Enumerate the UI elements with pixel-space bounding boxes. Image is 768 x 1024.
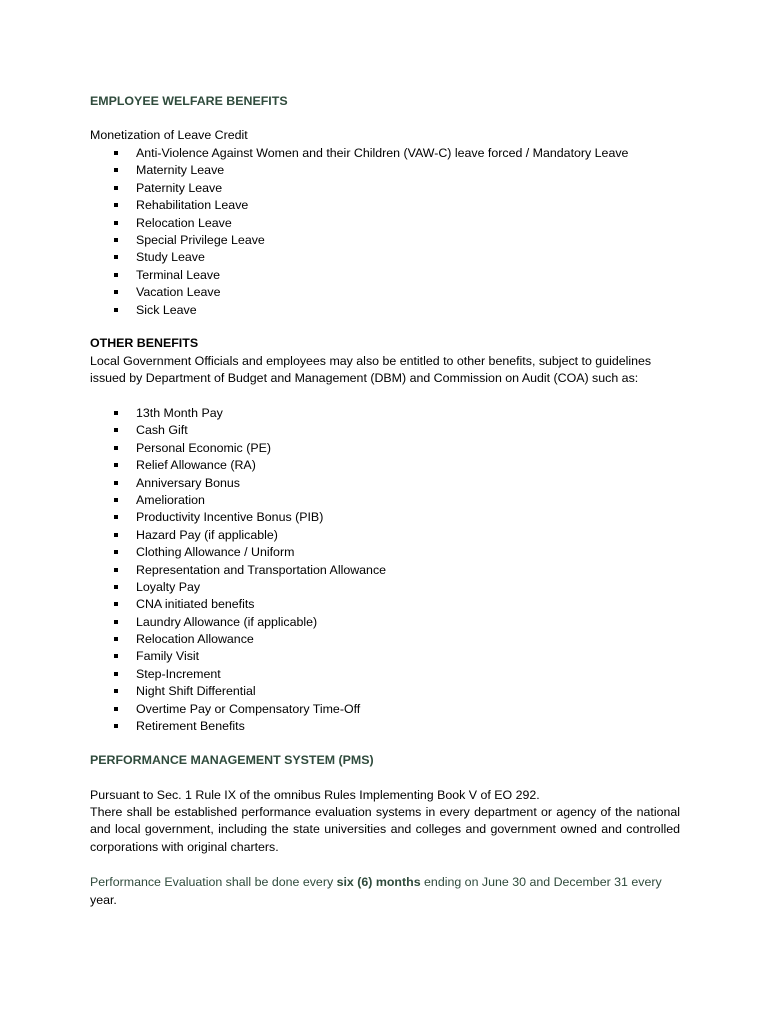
bullet-square-icon xyxy=(114,707,118,711)
list-item-text: Anniversary Bonus xyxy=(136,475,240,490)
bullet-square-icon xyxy=(114,481,118,485)
bullet-square-icon xyxy=(114,637,118,641)
list-item xyxy=(90,180,680,197)
list-item-text: Loyalty Pay xyxy=(136,579,201,594)
leave-intro: Monetization of Leave Credit xyxy=(90,128,248,142)
list-item xyxy=(90,422,680,439)
other-title: OTHER BENEFITS xyxy=(90,336,199,350)
bullet-square-icon xyxy=(114,689,118,693)
list-item-text: Personal Economic (PE) xyxy=(136,440,271,455)
bullet-square-icon xyxy=(114,203,118,207)
list-item-text: Sick Leave xyxy=(136,302,197,317)
bullet-square-icon xyxy=(114,515,118,519)
list-item-text: Overtime Pay or Compensatory Time-Off xyxy=(136,701,361,716)
list-item-text: Retirement Benefits xyxy=(136,719,245,734)
bullet-square-icon xyxy=(114,550,118,554)
list-item-text: Relief Allowance (RA) xyxy=(136,458,256,473)
list-item xyxy=(90,631,680,648)
list-item-text: Study Leave xyxy=(136,250,205,265)
list-item-text: Representation and Transportation Allowance xyxy=(136,562,387,577)
list-item-text: Vacation Leave xyxy=(136,285,221,300)
pms-line2: There shall be established performance evaluation systems in every department or agency of the national and local government, including the state universities and colleges and government owned and controlled corporations with original charters. xyxy=(90,805,680,854)
list-item xyxy=(90,249,680,266)
bullet-square-icon xyxy=(114,168,118,172)
list-item-text: Clothing Allowance / Uniform xyxy=(136,545,295,560)
bullet-square-icon xyxy=(114,186,118,190)
bullet-square-icon xyxy=(114,151,118,155)
pms-eval-last: year. xyxy=(90,893,117,907)
list-item xyxy=(90,614,680,631)
bullet-square-icon xyxy=(114,446,118,450)
welfare-title: EMPLOYEE WELFARE BENEFITS xyxy=(90,94,288,108)
list-item xyxy=(90,440,680,457)
bullet-square-icon xyxy=(114,255,118,259)
list-item xyxy=(90,302,680,319)
bullet-square-icon xyxy=(114,428,118,432)
bullet-square-icon xyxy=(114,238,118,242)
list-item-text: Relocation Allowance xyxy=(136,632,254,647)
other-intro: Local Government Officials and employees may also be entitled to other benefits, subject to guidelines issued by Department of Budget and Management (DBM) and Commission on Audit (COA) such as: xyxy=(90,354,652,386)
list-item xyxy=(90,162,680,179)
bullet-square-icon xyxy=(114,498,118,502)
bullet-square-icon xyxy=(114,221,118,225)
list-item xyxy=(90,215,680,232)
list-item-text: Productivity Incentive Bonus (PIB) xyxy=(136,510,324,525)
list-item-text: Cash Gift xyxy=(136,423,188,438)
list-item-text: Paternity Leave xyxy=(136,180,223,195)
list-item xyxy=(90,457,680,474)
other-list xyxy=(90,405,680,735)
bullet-square-icon xyxy=(114,602,118,606)
list-item xyxy=(90,284,680,301)
list-item xyxy=(90,197,680,214)
list-item xyxy=(90,544,680,561)
list-item-text: CNA initiated benefits xyxy=(136,597,255,612)
pms-title: PERFORMANCE MANAGEMENT SYSTEM (PMS) xyxy=(90,753,374,767)
list-item xyxy=(90,267,680,284)
list-item xyxy=(90,492,680,509)
bullet-square-icon xyxy=(114,273,118,277)
bullet-square-icon xyxy=(114,533,118,537)
list-item-text: Night Shift Differential xyxy=(136,684,256,699)
list-item xyxy=(90,579,680,596)
list-item xyxy=(90,648,680,665)
list-item xyxy=(90,562,680,579)
list-item xyxy=(90,232,680,249)
bullet-square-icon xyxy=(114,411,118,415)
list-item xyxy=(90,509,680,526)
list-item-text: Family Visit xyxy=(136,649,200,664)
bullet-square-icon xyxy=(114,585,118,589)
bullet-square-icon xyxy=(114,290,118,294)
list-item xyxy=(90,683,680,700)
list-item-text: Rehabilitation Leave xyxy=(136,198,249,213)
list-item-text: Maternity Leave xyxy=(136,163,225,178)
list-item-text: Relocation Leave xyxy=(136,215,232,230)
bullet-square-icon xyxy=(114,724,118,728)
list-item-text: Amelioration xyxy=(136,492,205,507)
list-item-text: 13th Month Pay xyxy=(136,406,223,420)
bullet-square-icon xyxy=(114,654,118,658)
list-item-text: Hazard Pay (if applicable) xyxy=(136,527,278,542)
pms-eval-bold: six (6) months xyxy=(336,875,421,889)
leave-list xyxy=(90,145,680,319)
pms-eval-prefix: Performance Evaluation shall be done every xyxy=(90,875,337,889)
list-item xyxy=(90,718,680,735)
list-item-text: Anti-Violence Against Women and their Children (VAW-C) leave forced / Mandatory Leave xyxy=(136,146,629,160)
list-item xyxy=(90,405,680,422)
pms-eval xyxy=(90,874,680,891)
bullet-square-icon xyxy=(114,308,118,312)
list-item-text: Laundry Allowance (if applicable) xyxy=(136,614,318,629)
bullet-square-icon xyxy=(114,672,118,676)
list-item-text: Special Privilege Leave xyxy=(136,232,265,247)
list-item xyxy=(90,145,680,162)
list-item xyxy=(90,666,680,683)
pms-line1: Pursuant to Sec. 1 Rule IX of the omnibus Rules Implementing Book V of EO 292. xyxy=(90,788,540,802)
list-item-text: Terminal Leave xyxy=(136,267,221,282)
bullet-square-icon xyxy=(114,620,118,624)
list-item xyxy=(90,596,680,613)
list-item-text: Step-Increment xyxy=(136,666,221,681)
pms-eval-suffix: ending on June 30 and December 31 every xyxy=(420,875,662,889)
list-item xyxy=(90,701,680,718)
list-item xyxy=(90,527,680,544)
list-item xyxy=(90,475,680,492)
bullet-square-icon xyxy=(114,463,118,467)
bullet-square-icon xyxy=(114,568,118,572)
